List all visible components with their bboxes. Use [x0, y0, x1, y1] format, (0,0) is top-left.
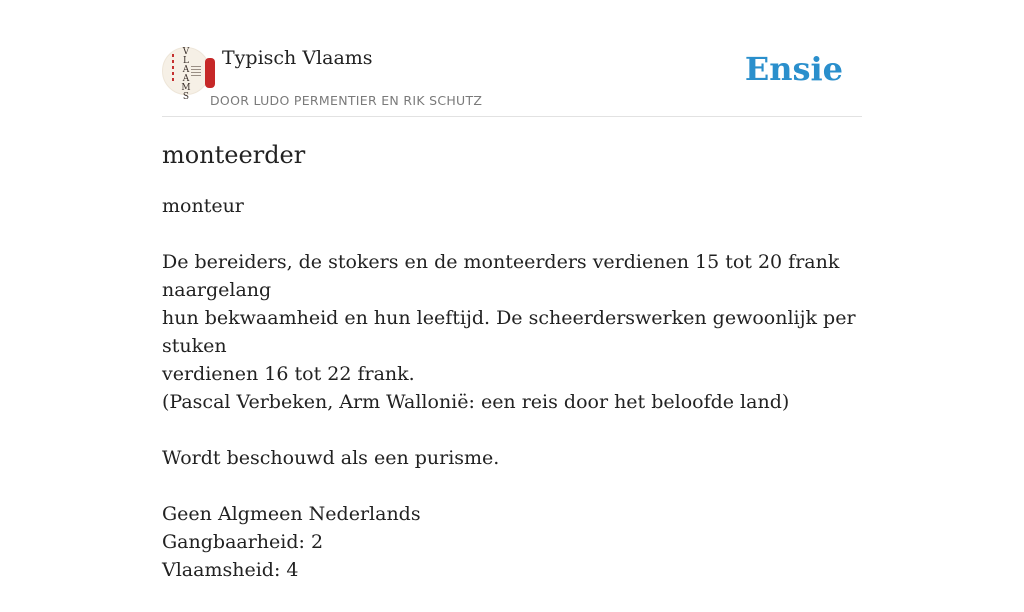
quote-source: (Pascal Verbeken, Arm Wallonië: een reis door het beloofde land) — [162, 391, 790, 413]
entry-content — [162, 192, 862, 612]
meta-block — [162, 500, 862, 584]
header — [162, 0, 862, 117]
quote-line: verdienen 16 tot 22 frank. — [162, 363, 415, 385]
meta-line: Geen Algmeen Nederlands — [162, 503, 421, 525]
entry-title: monteerder — [162, 141, 306, 169]
meta-line: Vlaamsheid: 4 — [162, 559, 299, 581]
avatar-lettering: V L A A M S — [181, 47, 191, 102]
blog-title-link[interactable]: Typisch Vlaams — [222, 47, 373, 69]
quote-line: hun bekwaamheid en hun leeftijd. De scheerderswerken gewoonlijk per stuken — [162, 307, 856, 357]
avatar-red-accent — [205, 58, 215, 88]
author-byline: DOOR LUDO PERMENTIER EN RIK SCHUTZ — [210, 93, 483, 108]
avatar-text-lines — [191, 66, 201, 78]
usage-note: Wordt beschouwd als een purisme. — [162, 447, 500, 469]
avatar-decoration — [172, 54, 174, 84]
quote-block — [162, 248, 862, 416]
quote-line: De bereiders, de stokers en de monteerders verdienen 15 tot 20 frank naargelang — [162, 251, 840, 301]
blog-avatar[interactable] — [162, 47, 210, 102]
meta-line: Gangbaarheid: 2 — [162, 531, 324, 553]
definition: monteur — [162, 195, 244, 217]
page — [162, 0, 862, 581]
ensie-logo-link[interactable]: Ensie — [744, 50, 843, 88]
